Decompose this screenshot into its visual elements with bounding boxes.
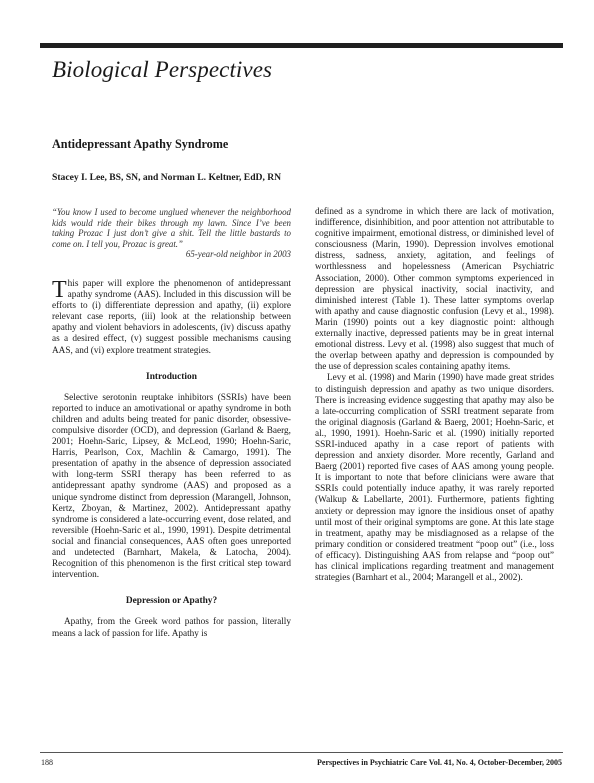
page-number: 188 [41,758,53,767]
depression-text-left: Apathy, from the Greek word pathos for passion, literally means a lack of passion for life. Apathy is [52,617,291,639]
depression-heading: Depression or Apathy? [125,596,218,607]
article-title: Antidepressant Apathy Syndrome [52,137,229,151]
epigraph-quote: “You know I used to become unglued whenever the neighborhood kids would ride their bikes through my lawn. Since I’ve been taking Prozac I just don’t give a shit. Tell the little bastards to come on. I tell you, Prozac is great.” [52,207,291,249]
left-column [52,207,291,640]
introduction-text: Selective serotonin reuptake inhibitors (SSRIs) have been reported to induce an amotivational or apathy syndrome in both children and adults being treated for panic disorder, obsessive-compulsive disorder (OCD), and depression (Garland & Baerg, 2001; Hoehn-Saric, Lipsey, & McLeod, 1990; Hoehn-Saric, Harris, Pearlson, Cox, Machlin & Camargo, 1991). The presentation of apathy in the absence of depression associated with long-term SSRI therapy has been referred to as antidepressant apathy syndrome (AAS) and proposed as a unique syndrome distinct from depression (Marangell, Johnson, Kertz, Zboyan, & Martinez, 2002). Antidepressant apathy syndrome is considered a late-occurring event, dose related, and reversible (Hoehn-Saric et al., 1990, 1991). Despite detrimental social and financial consequences, AAS often goes unreported and undetected (Barnhart, Makela, & Latocha, 2004). Recognition of this phenomenon is the first critical step toward intervention. [52,392,291,581]
section-title: Biological Perspectives [52,57,273,82]
journal-citation: Perspectives in Psychiatric Care Vol. 41, No. 4, October-December, 2005 [317,758,562,767]
depression-text-right-1: defined as a syndrome in which there are lack of motivation, indifference, disinhibition, and poor attention not attributable to cognitive impairment, emotional distress, or diminished level of consciousness (Marin, 1990). Depression involves emotional distress, sadness, anxiety, agitation, and feelings of worthlessness and hopelessness (American Psychiatric Association, 2000). Other common symptoms experienced in depression are physical inactivity, social inactivity, and diminished interest (Table 1). These latter symptoms overlap with apathy and cause diagnostic confusion (Levy et al., 1998). Marin (1990) points out a key diagnostic point: although externally inactive, depressed patients may be in great internal emotional distress. Levy et al. (1998) also suggest that much of the overlap between apathy and depression is compounded by the use of depression scales containing apathy items. [315,207,554,373]
footer-rule [40,752,563,753]
depression-text-right-2: Levy et al. (1998) and Marin (1990) have made great strides to distinguish depression and apathy as two unique disorders. There is increasing evidence suggesting that apathy may also be a late-occurring complication of SSRI treatment separate from the original diagnosis (Garland & Baerg, 2001; Hoehn-Saric, et al., 1990, 1991). Hoehn-Saric et al. (1990) initially reported SSRI-induced apathy in a case report of patients with depression and anxiety disorder. More recently, Garland and Baerg (2001) reported five cases of AAS among young people. It is important to note that before clinicians were aware that SSRIs could potentially induce apathy, it was rarely reported (Walkup & Labellarte, 2001). Furthermore, patients fighting anxiety or depression may ignore the insidious onset of apathy until most of their original symptoms are gone. At this late stage in treatment, apathy may be misdiagnosed as a relapse of the primary condition or considered treatment “poop out” (i.e., loss of efficacy). Distinguishing AAS from relapse and “poop out” has clinical implications regarding treatment and management strategies (Barnhart et al., 2004; Marangell et al., 2002). [315,373,554,584]
introduction-heading: Introduction [146,371,197,382]
epigraph-attribution: 65-year-old neighbor in 2003 [185,249,291,260]
header-rule [40,43,563,48]
right-column [315,207,554,584]
abstract-text: his paper will explore the phenomenon of antidepressant apathy syndrome (AAS). Included in this discussion will be efforts to (i) differentiate depression and apathy, (ii) explore relevant case reports, (iii) look at the relationship between apathy and violent behaviors in adolescents, (iv) discuss apathy as a desired effect, (v) suggest possible mechanisms causing AAS, and (vi) explore treatment strategies. [52,278,291,356]
abstract-paragraph [52,276,291,357]
drop-cap: T [52,276,67,303]
article-authors: Stacey I. Lee, BS, SN, and Norman L. Keltner, EdD, RN [52,172,282,183]
